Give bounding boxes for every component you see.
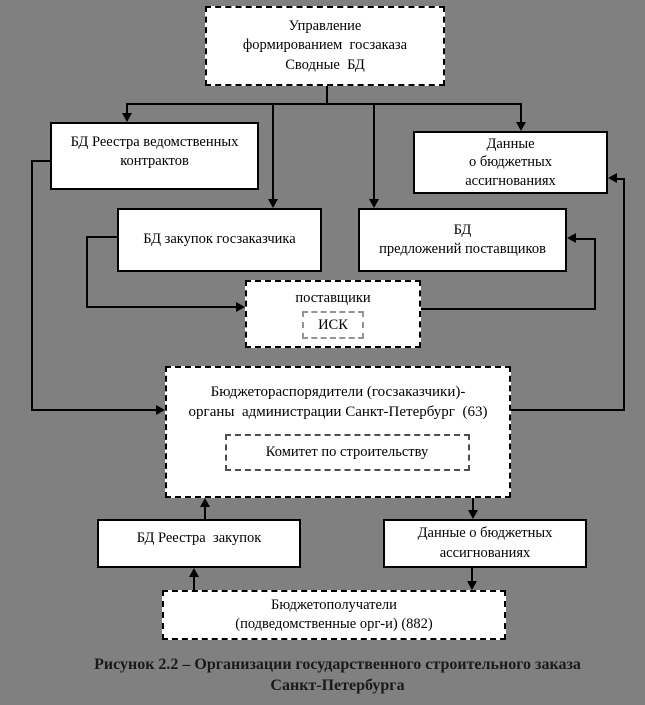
connector-postavshchiki-out — [421, 308, 596, 310]
inner-box-komitet-po-stroitelstvu — [225, 434, 470, 471]
box-byudzhetopoluchateli — [162, 590, 506, 640]
connector-feedback-out — [511, 409, 625, 411]
inner-box-label: Комитет по строительству — [265, 443, 429, 460]
box-text-line: ассигнованиях — [465, 172, 556, 189]
box-text-line: БД Реестра ведомственных — [70, 134, 239, 150]
box-text-line: Данные — [486, 135, 535, 152]
box-upravlenie-gossakaz — [205, 6, 445, 86]
arrowhead-into-zakupok — [268, 199, 278, 208]
box-text-line: БД закупок госзаказчика — [143, 231, 296, 248]
box-text-line: Данные о бюджетных — [417, 525, 553, 542]
connector-left-loop-in — [31, 409, 157, 411]
inner-box-isk — [302, 311, 364, 339]
connector-feedback-in — [617, 178, 625, 180]
connector-drop-right — [520, 104, 522, 123]
connector-zakupok-out — [86, 236, 118, 238]
arrowhead-into-predlozheniy-right — [567, 233, 576, 243]
box-text-line: предложений поставщиков — [379, 241, 546, 257]
connector-zakupok-in — [86, 306, 236, 308]
arrowhead-into-poluchateli — [467, 581, 477, 590]
box-text-line: Управление — [288, 18, 362, 35]
box-text-line: контрактов — [120, 153, 189, 170]
arrowhead-into-reestr-zakupok — [189, 568, 199, 577]
box-bd-zakupok-goszakazchika — [117, 208, 322, 272]
figure-caption — [0, 654, 645, 696]
connector-reestr-to-rasporyaditeli — [204, 506, 206, 519]
arrowhead-into-rasporyaditeli-left — [156, 405, 165, 415]
box-text-line: (подведомственные орг-и) (882) — [235, 616, 433, 632]
figure-caption-line: Рисунок 2.2 – Организации государственного строительного заказа — [94, 656, 581, 673]
arrowhead-into-dannye-bottom — [468, 510, 478, 519]
box-byudzhetorasporyaditeli — [165, 366, 511, 498]
arrowhead-into-reestr-vedomstvennyh — [122, 113, 132, 122]
box-dannye-o-byudzhetnyh-assignovaniyah-bottom — [383, 519, 587, 568]
arrowhead-into-predlozheniy — [369, 199, 379, 208]
box-postavshchiki — [245, 280, 421, 348]
connector-drop-mid-right — [373, 104, 375, 200]
box-text-line: формированием госзаказа — [242, 37, 408, 54]
connector-poluchateli-to-reestr — [193, 576, 195, 590]
figure-caption-line: Санкт-Петербурга — [270, 677, 405, 694]
connector-zakupok-down — [86, 236, 88, 308]
box-text-line: ассигнованиях — [439, 544, 531, 561]
connector-dannye-to-poluchateli — [471, 568, 473, 582]
box-text-line: Бюджетополучатели — [271, 596, 397, 613]
box-text-line: органы администрации Санкт-Петербург (63) — [188, 403, 488, 420]
box-text-line: БД Реестра закупок — [136, 530, 262, 546]
arrowhead-into-dannye-top-right — [608, 173, 617, 183]
inner-box-label: ИСК — [318, 316, 348, 333]
box-text-line: БД — [453, 221, 472, 238]
box-text-line: поставщики — [295, 290, 371, 306]
arrowhead-into-dannye-top — [516, 122, 526, 131]
connector-distribution-bar — [126, 103, 522, 105]
connector-postavshchiki-up — [594, 238, 596, 310]
connector-drop-mid-left — [272, 104, 274, 200]
box-dannye-o-byudzhetnyh-assignovaniyah-top — [413, 131, 608, 194]
connector-top-stub — [326, 86, 328, 104]
box-bd-predlozheniy-postavshchikov — [358, 208, 567, 272]
box-bd-reestra-vedomstvennyh-kontraktov — [50, 122, 259, 190]
connector-left-loop-down — [31, 160, 33, 411]
box-text-line: о бюджетных — [468, 154, 553, 171]
box-text-line: Сводные БД — [285, 56, 365, 73]
box-text-line: Бюджетораспорядители (госзаказчики)- — [210, 384, 466, 400]
connector-feedback-up — [623, 178, 625, 411]
connector-left-loop-out — [31, 160, 51, 162]
connector-postavshchiki-in — [576, 238, 596, 240]
box-bd-reestra-zakupok — [97, 519, 301, 568]
arrowhead-into-rasporyaditeli-bottom — [200, 498, 210, 507]
arrowhead-into-postavshchiki — [236, 302, 245, 312]
